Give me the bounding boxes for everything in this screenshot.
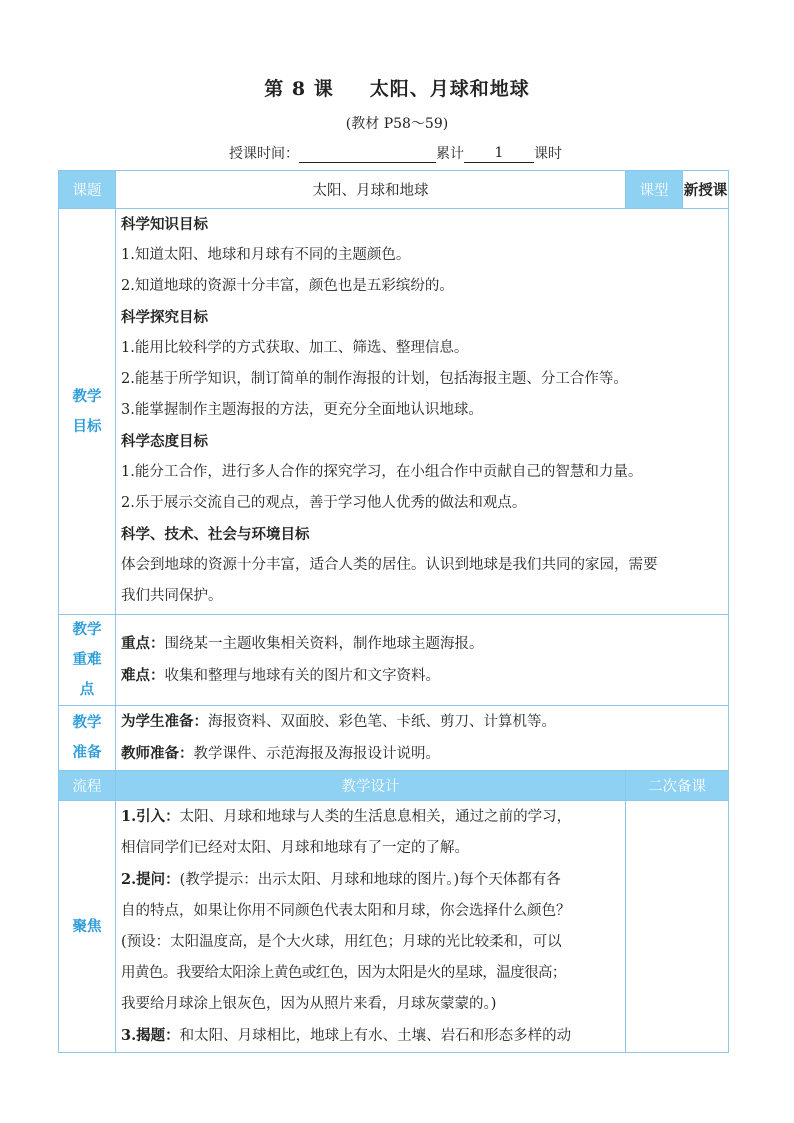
student-prep-text: 海报资料、双面胶、彩色笔、卡纸、剪刀、计算机等。: [208, 714, 556, 730]
flow-header-row: [59, 771, 729, 801]
focus-p3-text: 和太阳、月球相比，地球上有水、土壤、岩石和形态多样的动: [179, 1028, 572, 1044]
sts-title: 科学、技术、社会与环境目标: [121, 526, 310, 543]
class-time-blank[interactable]: [299, 145, 436, 163]
difficulty-point: [121, 660, 723, 692]
total-value: 1: [464, 145, 534, 163]
teacher-prep-label: 教师准备：: [121, 745, 194, 762]
inquiry-title: 科学探究目标: [121, 309, 208, 326]
focus-p1: [121, 801, 623, 833]
attitude-title: 科学态度目标: [121, 433, 208, 450]
lesson-title: [0, 74, 794, 101]
focus-p2: [121, 864, 623, 896]
attitude-item: 2.乐于展示交流自己的观点，善于学习他人优秀的做法和观点。: [121, 495, 527, 511]
lesson-plan-table: [58, 170, 729, 1053]
difficulty-label: 难点：: [121, 667, 165, 684]
lesson-type-label: 课型: [626, 171, 683, 209]
knowledge-item: 2.知道地球的资源十分丰富，颜色也是五彩缤纷的。: [121, 278, 454, 294]
key-points-label-3: 点: [79, 681, 95, 698]
lesson-type-value: 新授课: [683, 171, 729, 209]
prep-content: [116, 706, 729, 771]
focus-p2-label: 2.提问：: [121, 871, 180, 888]
inquiry-item: 2.能基于所学知识，制订简单的制作海报的计划，包括海报主题、分工合作等。: [121, 371, 628, 387]
focus-p2-cont: (预设：太阳温度高，是个大火球，用红色；月球的光比较柔和，可以: [121, 934, 562, 950]
period-label: 课时: [534, 146, 562, 162]
prep-label-2: 准备: [72, 744, 102, 761]
flow-process-header: 流程: [59, 771, 116, 801]
key-points-label-1: 教学: [72, 621, 102, 638]
focus-p1-cont: 相信同学们已经对太阳、月球和地球有了一定的了解。: [121, 840, 469, 856]
lesson-number: 第 8 课: [264, 78, 334, 100]
lesson-name: 太阳、月球和地球: [369, 78, 530, 100]
key-points-row: [59, 615, 729, 706]
textbook-reference: (教材 P58～59): [345, 116, 449, 132]
class-time-line: [229, 143, 562, 163]
sts-item: 体会到地球的资源十分丰富，适合人类的居住。认识到地球是我们共同的家园，需要: [121, 557, 658, 573]
focus-row: [59, 801, 729, 1053]
key-points-content: [116, 615, 729, 706]
student-prep-label: 为学生准备：: [121, 713, 208, 730]
key-label: 重点：: [121, 635, 165, 652]
focus-p2-cont: 用黄色。我要给太阳涂上黄色或红色，因为太阳是火的星球，温度很高；: [121, 965, 566, 981]
objectives-label: [59, 209, 116, 615]
focus-p2-cont: 我要给月球涂上银灰色，因为从照片来看，月球灰蒙蒙的。): [121, 996, 497, 1012]
flow-design-header: 教学设计: [116, 771, 626, 801]
second-prep-notes[interactable]: [626, 801, 729, 1053]
focus-p3-label: 3.揭题：: [121, 1027, 180, 1044]
key-point: [121, 628, 723, 660]
objectives-content: [116, 209, 729, 615]
objectives-row: [59, 209, 729, 615]
inquiry-item: 3.能掌握制作主题海报的方法，更充分全面地认识地球。: [121, 402, 483, 418]
teacher-prep: [121, 738, 723, 770]
focus-content: [116, 801, 626, 1053]
prep-row: [59, 706, 729, 771]
difficulty-text: 收集和整理与地球有关的图片和文字资料。: [164, 668, 440, 684]
knowledge-title: 科学知识目标: [121, 216, 208, 233]
focus-p2-text: (教学提示：出示太阳、月球和地球的图片。)每个天体都有各: [179, 872, 561, 888]
attitude-item: 1.能分工合作，进行多人合作的探究学习，在小组合作中贡献自己的智慧和力量。: [121, 464, 643, 480]
sts-item: 我们共同保护。: [121, 588, 223, 604]
teacher-prep-text: 教学课件、示范海报及海报设计说明。: [193, 746, 440, 762]
topic-row: [59, 171, 729, 209]
topic-value: 太阳、月球和地球: [116, 171, 626, 209]
key-points-label-2: 重难: [72, 651, 102, 668]
total-label: 累计: [436, 146, 464, 162]
key-text: 围绕某一主题收集相关资料，制作地球主题海报。: [164, 636, 484, 652]
focus-label: 聚焦: [59, 801, 116, 1053]
prep-label: [59, 706, 116, 771]
inquiry-item: 1.能用比较科学的方式获取、加工、筛选、整理信息。: [121, 340, 469, 356]
flow-second-header: 二次备课: [626, 771, 729, 801]
class-time-label: 授课时间：: [229, 146, 299, 162]
objectives-label-2: 目标: [72, 417, 102, 435]
focus-p2-cont: 自的特点，如果让你用不同颜色代表太阳和月球，你会选择什么颜色？: [121, 903, 571, 919]
prep-label-1: 教学: [72, 714, 102, 731]
key-points-label: [59, 615, 116, 706]
student-prep: [121, 706, 723, 738]
focus-p1-label: 1.引入：: [121, 808, 180, 825]
focus-p1-text: 太阳、月球和地球与人类的生活息息相关，通过之前的学习，: [179, 809, 572, 825]
topic-label: 课题: [59, 171, 116, 209]
knowledge-item: 1.知道太阳、地球和月球有不同的主题颜色。: [121, 247, 411, 263]
focus-p3: [121, 1020, 623, 1052]
objectives-label-1: 教学: [72, 387, 102, 405]
